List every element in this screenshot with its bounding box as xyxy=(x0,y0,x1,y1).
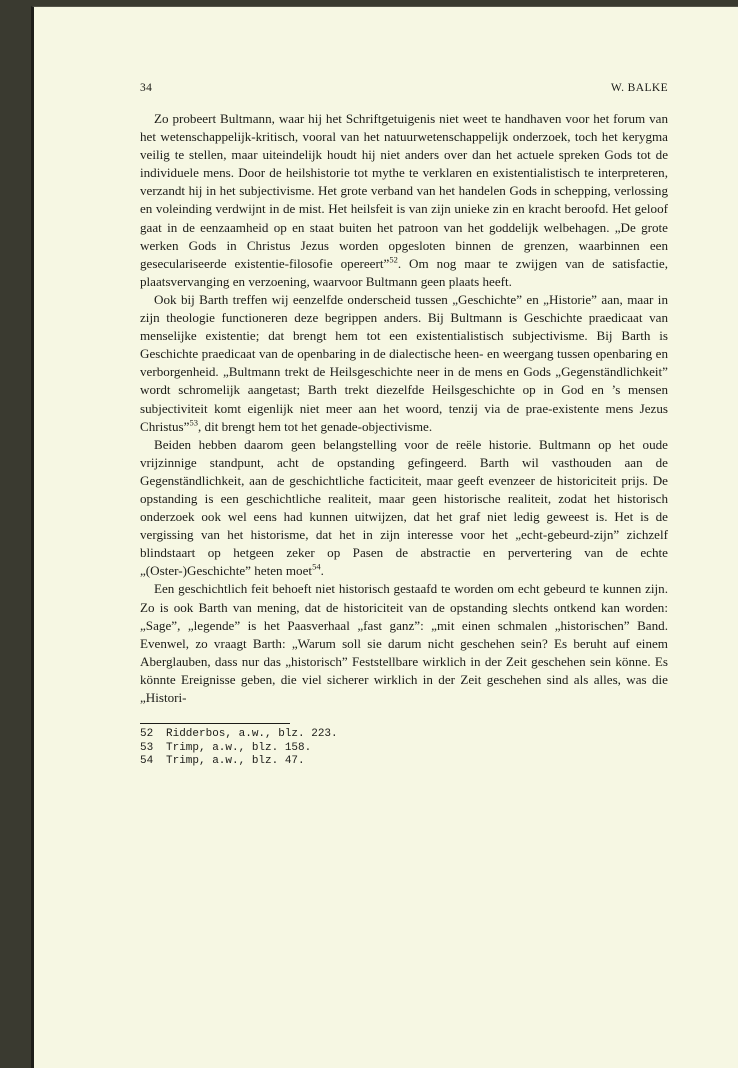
footnote-ref[interactable]: 52 xyxy=(389,254,398,265)
page-content xyxy=(140,80,668,769)
running-head: W. BALKE xyxy=(610,82,668,94)
footnote: 52 Ridderbos, a.w., blz. 223. xyxy=(140,728,338,741)
footnote: 53 Trimp, a.w., blz. 158. xyxy=(140,741,312,754)
footnote: 54 Trimp, a.w., blz. 47. xyxy=(140,755,305,768)
footnote-ref[interactable]: 54 xyxy=(312,561,321,572)
footnote-ref[interactable]: 53 xyxy=(189,417,198,428)
paragraph: Een geschichtlich feit behoeft niet historisch gestaafd te worden om echt gebeurd te kunnen zijn. Zo is ook Barth van mening, dat de historiciteit van de opstanding slechts ontkend kan worden: „Sage”, „legende” is het Paasverhaal „fast ganz”: „mit einen schmalen „historischen” Band. Evenwel, zo vraagt Barth: „Warum soll sie darum nicht geschehen sein? Es beruht auf einem Aberglauben, dass nur das „historisch” Feststellbare wirklich in der Zeit geschehen sein könne. Es könnte Ereignisse geben, die viel sicherer wirklich in der Zeit geschehen sind als alles, was die „Histori- xyxy=(140,581,668,705)
book-page xyxy=(31,6,738,1068)
paragraph: Zo probeert Bultmann, waar hij het Schriftgetuigenis niet weet te handhaven voor het forum van het wetenschappelijk-kritisch, vooral van het natuurwetenschappelijk onderzoek, toch het kerygma veilig te stellen, maar uiteindelijk houdt hij niet anders over dan het actuele spreken Gods tot de individuele mens. Door de heilshistorie tot mythe te verklaren en existentialistisch te interpreteren, verzandt hij in het subjectivisme. Het grote verband van het handelen Gods in schepping, verlossing en voleinding verdwijnt in de mist. Het heilsfeit is van zijn unieke zin en kracht beroofd. Het geloof gaat in de eenzaamheid op en staat buiten het patroon van het goddelijk welbehagen. „De grote werken Gods in Christus Jezus worden opgesloten binnen de grenzen, waarbinnen een geseculariseerde existentie-filosofie opereert”$^{52}$. Om nog maar te zwijgen van de satisfactie, plaatsvervanging en verzoening, waarvoor Bultmann geen plaats heeft. xyxy=(140,111,668,289)
page-header xyxy=(140,80,668,96)
paragraph: Ook bij Barth treffen wij eenzelfde onderscheid tussen „Geschichte” en „Historie” aan, maar in zijn theologie functioneren deze begrippen anders. Bij Bultmann is Geschichte praedicaat van menselijke existentie; dat brengt hem tot een existentialistisch subjectivisme. Bij Barth is Geschichte praedicaat van de openbaring in de dialectische heen- en weergang tussen openbaring en verborgenheid. „Bultmann trekt de Heilsgeschichte neer in de mens en Gods „Gegenständlichkeit” wordt schromelijk aangetast; Barth trekt diezelfde Heilsgeschichte op in God en ’s mensen subjectiviteit komt eigenlijk niet meer aan het woord, tenzij via de prae-existente mens Jezus Christus”$^{53}$, dit brengt hem tot het genade-objectivisme. xyxy=(140,291,668,434)
footnotes xyxy=(140,723,338,769)
paragraph: Beiden hebben daarom geen belangstelling voor de reële historie. Bultmann op het oude vrijzinnige standpunt, acht de opstanding gefingeerd. Barth wil vasthouden aan de Gegenständlichkeit, aan de geschichtliche facticiteit, maar geeft evenzeer de historiciteit prijs. De opstanding is een geschichtliche realiteit, maar geen historische realiteit, zodat het historisch onderzoek ook wel eens had kunnen uitwijzen, dat het graf niet ledig geweest is. Het is de vergissing van het historisme, dat het in zijn interesse voor het „echt-gebeurd-zijn” zichzelf blindstaart op hetgeen zeker op Pasen de abstractie en pervertering van de echte „(Oster-)Geschichte” heten moet$^{54}$. xyxy=(140,436,668,579)
page-number: 34 xyxy=(140,82,153,94)
